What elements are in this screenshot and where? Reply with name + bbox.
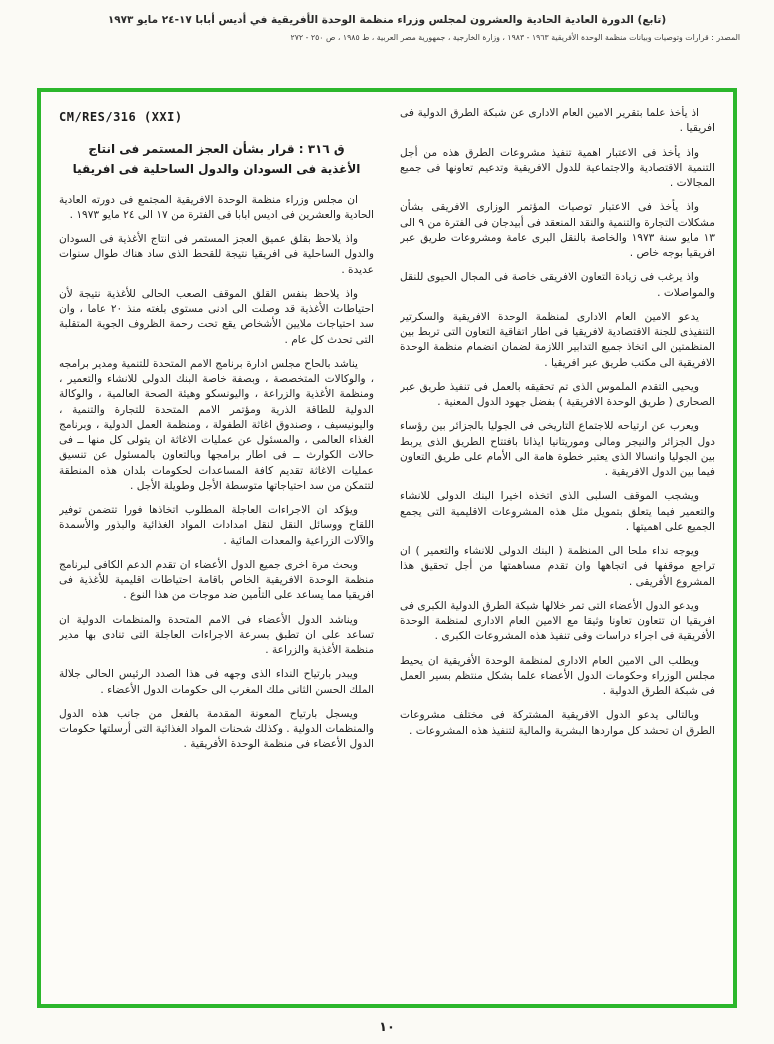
paragraph: ويوجه نداء ملحا الى المنظمة ( البنك الدولى للانشاء والتعمير ) ان تراجع موقفها فى اتجاهها وان تقدم مساهمتها من أجل تحقيق هذا المشروع الأفريقى . xyxy=(400,545,715,588)
paragraph: ويطلب الى الامين العام الادارى لمنظمة الوحدة الأفريقية ان يحيط مجلس الوزراء وحكومات الدول الأعضاء علما بشكل منتظم بسير العمل فى شبكة الطرق الدولية . xyxy=(400,654,715,697)
page-number: ١٠ xyxy=(379,1020,395,1035)
resolution-title-line2: الأغذية فى السودان والدول الساحلية فى افريقيا xyxy=(72,161,361,176)
source-citation: المصدر : قرارات وتوصيات وبيانات منظمة الوحدة الأفريقية ١٩٦٣ - ١٩٨٣ ، وزارة الخارجية ، جمهورية مصر العربية ، ط ١٩٨٥ ، ص ٢٥٠ - ٢٧٢ xyxy=(290,33,740,42)
paragraph: ويؤكد ان الاجراءات العاجلة المطلوب اتخاذها فورا تتضمن توفير اللقاح ووسائل النقل لنقل امدادات المواد الغذائية والبذور والأسمدة والآلات الزراعية والمعدات المائية . xyxy=(59,504,374,547)
paragraph: وبحث مرة اخرى جميع الدول الأعضاء ان تقدم الدعم الكافى لبرنامج منظمة الوحدة الافريقية الخاص باقامة احتياطات اقليمية للأغذية فى افريقيا مما يساعد على التأمين ضد موجات من هذا النوع . xyxy=(59,558,374,602)
paragraph: واذ يأخذ فى الاعتبار اهمية تنفيذ مشروعات الطرق هذه من أجل التنمية الاقتصادية والاجتماعية للدول الافريقية وتدعيم تعاونها فى جميع المجالات . xyxy=(400,146,715,189)
paragraph: اذ يأخذ علما بتقرير الامين العام الادارى عن شبكة الطرق الدولية فى افريقيا . xyxy=(400,107,715,135)
document-frame xyxy=(37,88,737,1008)
page-header xyxy=(0,14,774,42)
paragraph: يدعو الامين العام الادارى لمنظمة الوحدة الافريقية والسكرتير التنفيذى للجنة الاقتصادية لافريقيا فى اطار اتفاقية التعاون التى تربط بين المنظمتين الى اتخاذ جميع التدابير اللازمة لضمان انضمام منظمة الوحدة الافريقية الى مكتب طريق عبر افريقيا . xyxy=(400,310,715,369)
paragraph: واذ يلاحظ بنفس القلق الموقف الصعب الحالى للأغذية نتيجة لأن احتياطات الأغذية قد وصلت الى ادنى مستوى بلغته منذ ٢٠ عاما ، وان سد احتياجات ملايين الأشخاص يقع تحت رحمة الظروف الجوية المتقلبة التى تحدث كل عام . xyxy=(59,287,374,346)
paragraph: وبالتالى يدعو الدول الافريقية المشتركة فى مختلف مشروعات الطرق ان تحشد كل مواردها البشرية والمالية لتنفيذ هذه المشروعات . xyxy=(400,709,715,737)
paragraph: ويدعو الدول الأعضاء التى تمر خلالها شبكة الطرق الدولية الكبرى فى افريقيا ان تتعاون تعاونا وثيقا مع الامين العام الادارى لمنظمة الوحدة الأفريقية فى اجراء دراسات وفى تنفيذ هذه المشروعات الكبرى . xyxy=(400,599,715,643)
paragraph: واذ يلاحظ بقلق عميق العجز المستمر فى انتاج الأغذية فى السودان والدول الساحلية فى افريقيا نتيجة للقحط الذى ساد هناك طوال سنوات عديدة . xyxy=(59,233,374,276)
two-column-layout xyxy=(41,92,733,1004)
column-left xyxy=(59,106,374,994)
session-title: (تابع) الدورة العادية الحادية والعشرون لمجلس وزراء منظمة الوحدة الأفريقية في أديس أبابا ١٧-٢٤ مايو ١٩٧٣ xyxy=(107,14,667,26)
paragraph: ويسجل بارتياح المعونة المقدمة بالفعل من جانب هذه الدول والمنظمات الدولية . وكذلك شحنات المواد الغذائية التى أرسلتها حكومات الدول الأعضاء فى منظمة الوحدة الأفريقية . xyxy=(59,707,374,751)
resolution-title-line1: ق ٣١٦ : قرار بشأن العجز المستمر فى انتاج xyxy=(88,142,345,156)
column-right xyxy=(400,106,715,994)
paragraph: واذ يرغب فى زيادة التعاون الافريقى خاصة فى المجال الحيوى للنقل والمواصلات . xyxy=(400,271,715,299)
paragraph: ويشجب الموقف السلبى الذى اتخذه اخيرا البنك الدولى للانشاء والتعمير فيما يتعلق بتمويل مثل هذه المشروعات الاقليمية التى يجمع الجميع على اهميتها . xyxy=(400,490,715,533)
resolution-title xyxy=(59,140,374,180)
paragraph: ويبدر بارتياح النداء الذى وجهه فى هذا الصدد الرئيس الحالى جلالة الملك الحسن الثانى ملك المغرب الى حكومات الدول الأعضاء . xyxy=(59,668,374,696)
paragraph: واذ يأخذ فى الاعتبار توصيات المؤتمر الوزارى الافريقى بشأن مشكلات التجارة والتنمية والنقد المنعقد فى أبيدجان فى الفترة من ٩ الى ١٣ مايو سنة ١٩٧٣ والخاصة بالنقل البرى عامة ومشروعات طريق عبر افريقيا بوجه خاص . xyxy=(400,201,715,259)
paragraph: ويحيى التقدم الملموس الذى تم تحقيقه بالعمل فى تنفيذ طريق عبر الصحارى ( طريق الوحدة الافريقية ) بفضل جهود الدول المعنية . xyxy=(400,380,715,408)
paragraph: يناشد بالحاح مجلس ادارة برنامج الامم المتحدة للتنمية ومدير برامجه ، والوكالات المتخصصة ، وبصفة خاصة البنك الدولى للانشاء والتعمير ، ومنظمة الأغذية والزراعة ، واليونسكو وهيئة الصحة العالمية ، والوكالة الدولية للطاقة الذرية ومؤتمر الامم المتحدة للتجارة والتنمية ، واليونيسيف ، وصندوق اغاثة الطفولة ، ومنظمة العمل الدولية ، وبرنامج الغذاء العالمى ، والمسئول عن عمليات الاغاثة ان يتولى كل منها ــ فى حالات الكوارث ــ فى اطار برامجها وبالتعاون بالمسئول عن تنسيق عمليات الاغاثة تقديم كافة المساعدات لحكومات بلدان هذه المنطقة لتتمكن من سد احتياجاتها متوسطة الأجل وطويلة الأجل . xyxy=(59,357,374,492)
resolution-reference: CM/RES/316 (XXI) xyxy=(59,110,183,124)
paragraph: ويناشد الدول الأعضاء فى الامم المتحدة والمنظمات الدولية ان تساعد على ان تطبق بسرعة الاجراءات العاجلة التى تنادى بها مدير منظمة الأغذية والزراعة . xyxy=(59,613,374,657)
paragraph: ان مجلس وزراء منظمة الوحدة الافريقية المجتمع فى دورته العادية الحادية والعشرين فى اديس ابابا فى الفترة من ١٧ الى ٢٤ مايو ١٩٧٣ . xyxy=(59,193,374,221)
paragraph: ويعرب عن ارتياحه للاجتماع التاريخى فى الجوليا بالجزائر بين رؤساء دول الجزائر والنيجر ومالى وموريتانيا ايذانا بافتتاح الطريق الذى يربط بين الجوليا وانسالا الذى يعتبر خطوة هامة الى الأمام على طريق التعاون فيما بين الدول الافريقية . xyxy=(400,420,715,478)
